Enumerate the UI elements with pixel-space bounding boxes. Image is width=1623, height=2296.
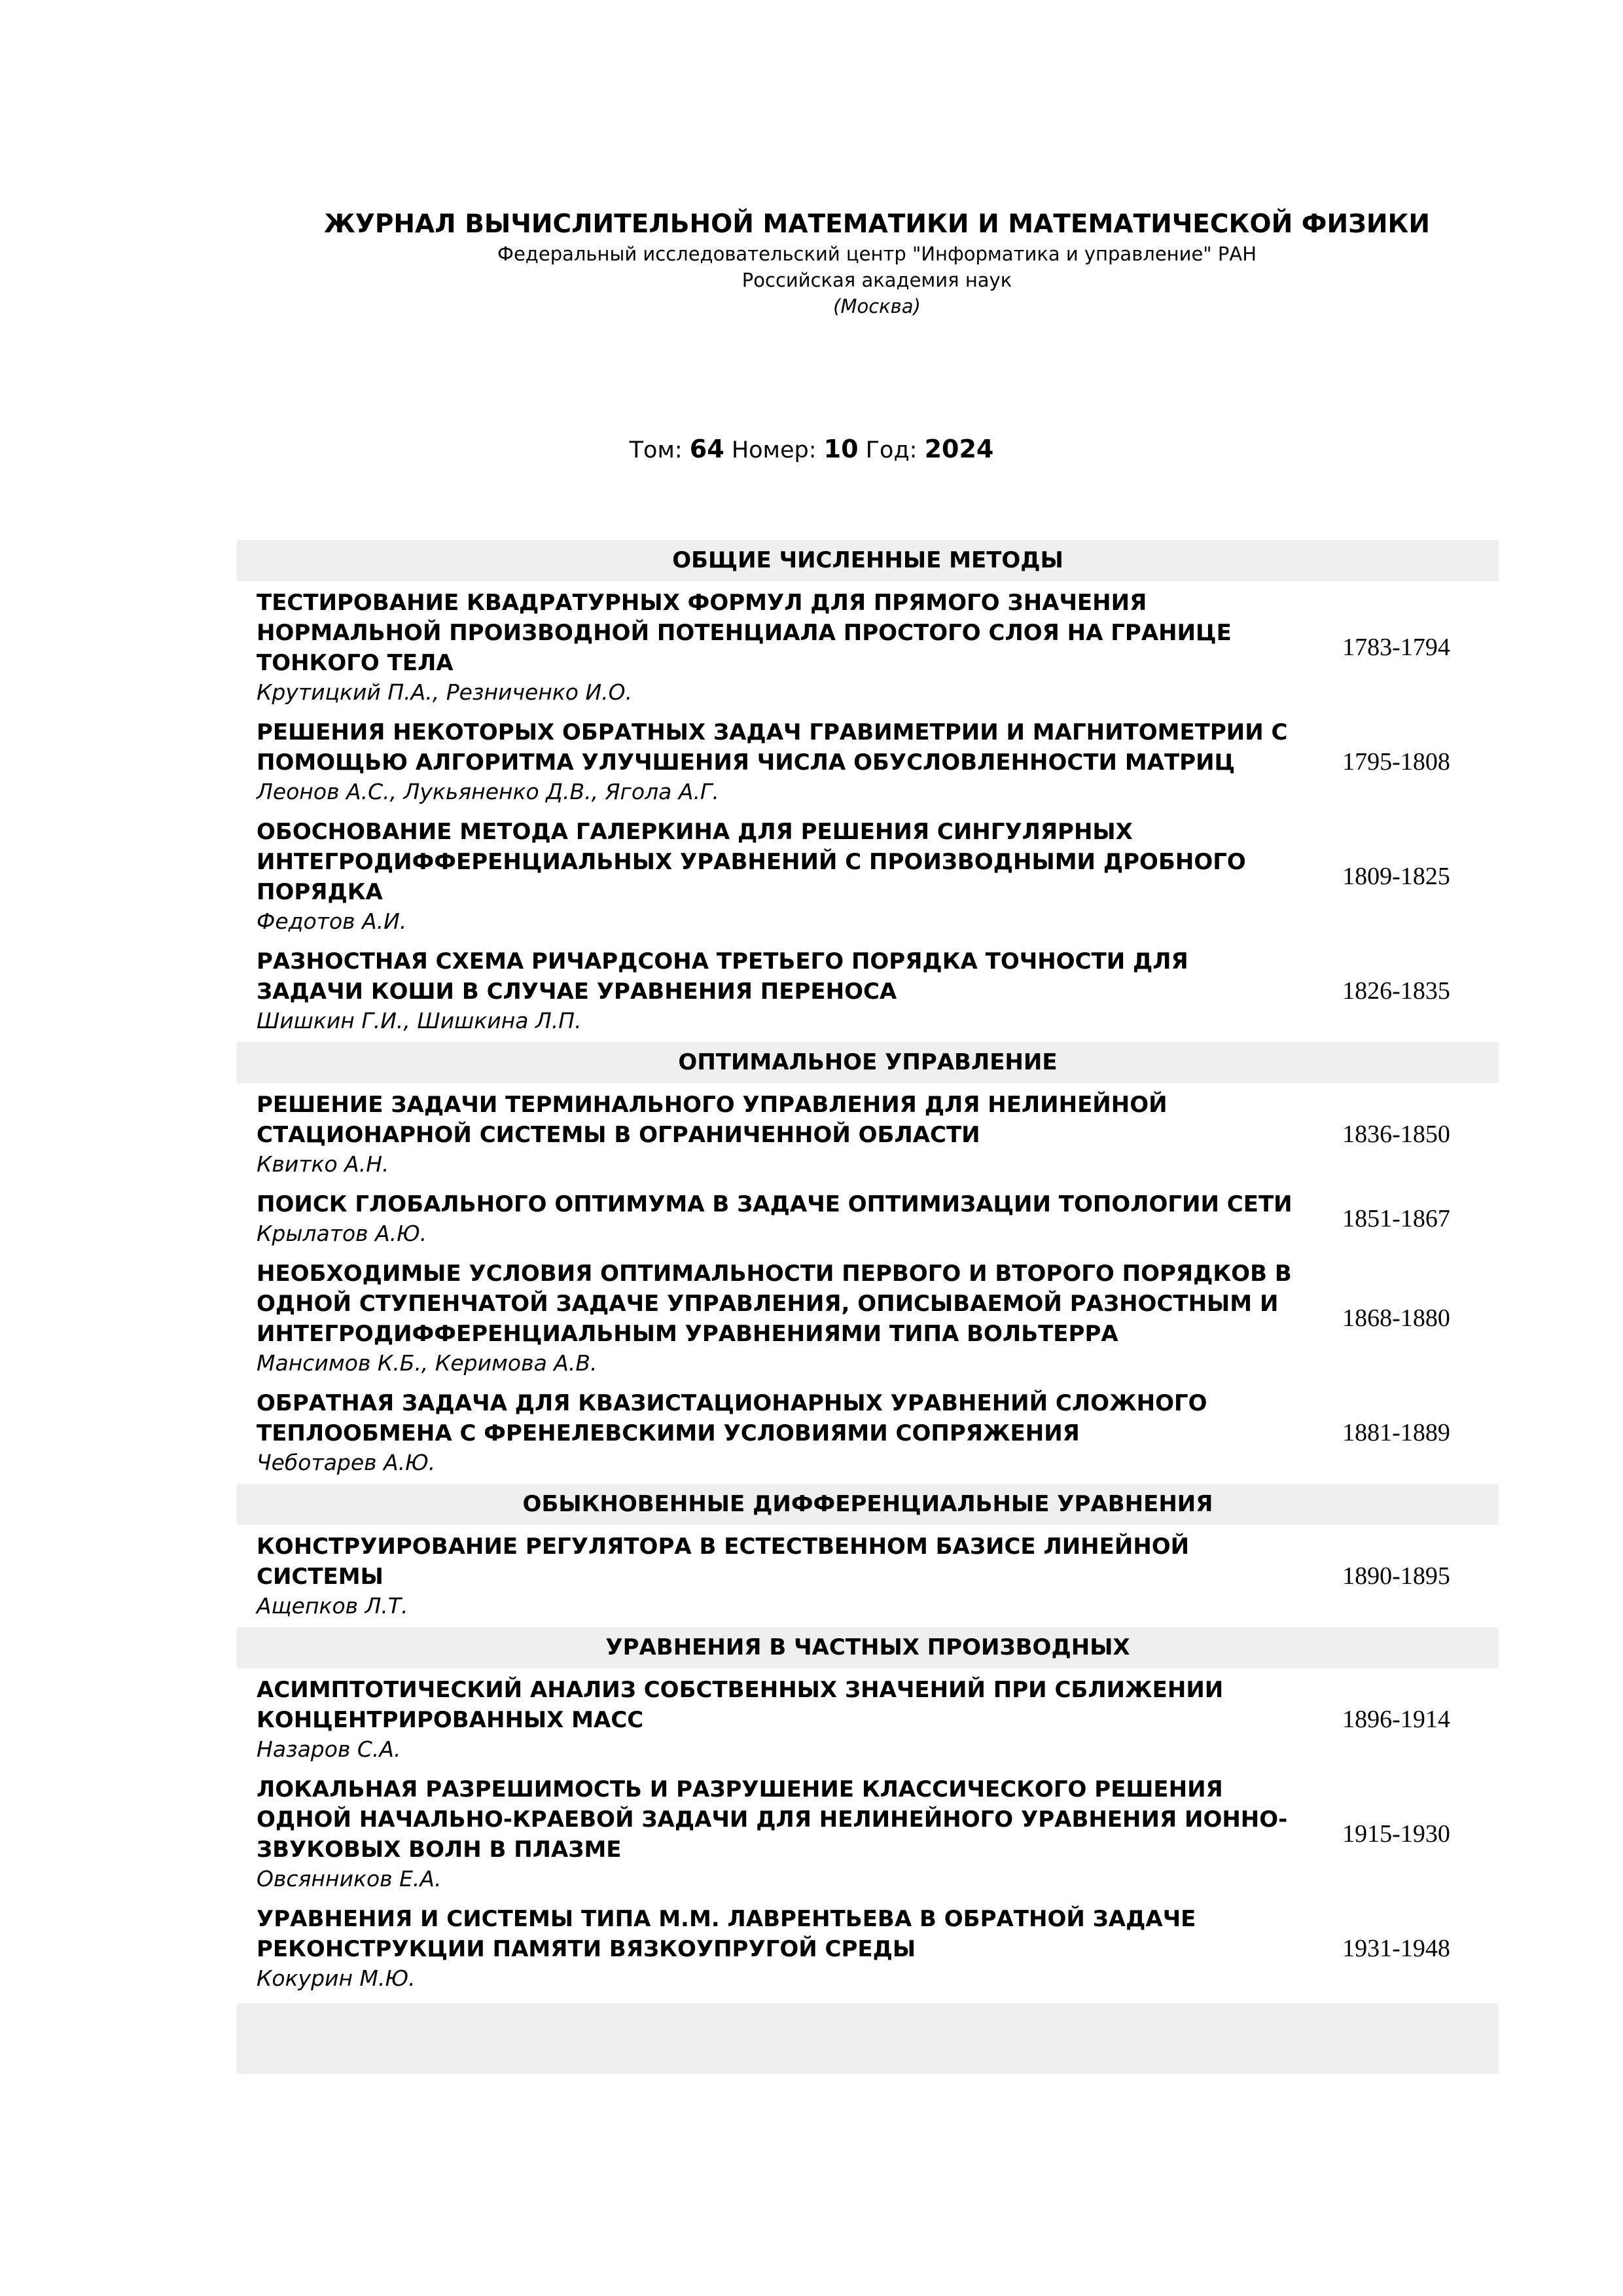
volume-value: 64: [689, 435, 724, 463]
article-entry: [237, 1083, 1499, 1183]
article-authors: Крылатов А.Ю.: [257, 1221, 427, 1246]
article-entry: [237, 940, 1499, 1039]
article-info: [237, 717, 1294, 806]
article-authors: Крутицкий П.А., Резниченко И.О.: [257, 679, 633, 705]
article-pages: 1851-1867: [1342, 1205, 1450, 1232]
article-info: [237, 946, 1294, 1035]
article-entry: [237, 810, 1499, 940]
article-entry: [237, 581, 1499, 711]
article-info: [237, 1904, 1294, 1993]
article-pages: 1795-1808: [1342, 748, 1450, 776]
article-authors: Леонов А.С., Лукьяненко Д.В., Ягола А.Г.: [257, 779, 719, 804]
journal-header: [288, 208, 1466, 319]
article-info: [237, 1388, 1294, 1477]
article-info: [237, 1532, 1294, 1621]
city-name: (Москва): [833, 295, 921, 317]
volume-label: Том:: [629, 437, 683, 463]
article-pages: 1890-1895: [1342, 1562, 1450, 1590]
article-pages: 1809-1825: [1342, 863, 1450, 890]
article-authors: Федотов А.И.: [257, 908, 407, 934]
article-title[interactable]: КОНСТРУИРОВАНИЕ РЕГУЛЯТОРА В ЕСТЕСТВЕННОМ БАЗИСЕ ЛИНЕЙНОЙ СИСТЕМЫ: [257, 1534, 1190, 1590]
article-pages: 1783-1794: [1342, 634, 1450, 661]
number-label: Номер:: [731, 437, 817, 463]
article-pages: 1915-1930: [1342, 1820, 1450, 1848]
table-of-contents: [237, 537, 1499, 2074]
article-title[interactable]: ОБРАТНАЯ ЗАДАЧА ДЛЯ КВАЗИСТАЦИОНАРНЫХ УРАВНЕНИЙ СЛОЖНОГО ТЕПЛООБМЕНА С ФРЕНЕЛЕВСКИМИ УСЛОВИЯМИ СОПРЯЖЕНИЯ: [257, 1390, 1207, 1446]
article-pages: 1826-1835: [1342, 977, 1450, 1005]
article-authors: Квитко А.Н.: [257, 1151, 389, 1177]
article-info: [237, 1189, 1294, 1248]
year-label: Год:: [865, 437, 918, 463]
article-authors: Назаров С.А.: [257, 1736, 401, 1762]
article-entry: [237, 1525, 1499, 1624]
journal-title: ЖУРНАЛ ВЫЧИСЛИТЕЛЬНОЙ МАТЕМАТИКИ И МАТЕМАТИЧЕСКОЙ ФИЗИКИ: [324, 209, 1430, 239]
article-info: [237, 1774, 1294, 1893]
article-authors: Кокурин М.Ю.: [257, 1965, 416, 1991]
article-info: [237, 1675, 1294, 1764]
article-entry: [237, 711, 1499, 810]
section-heading: ОПТИМАЛЬНОЕ УПРАВЛЕНИЕ: [237, 1042, 1499, 1083]
article-pages: 1931-1948: [1342, 1935, 1450, 1962]
article-authors: Ащепков Л.Т.: [257, 1593, 408, 1619]
section-heading: ОБЩИЕ ЧИСЛЕННЫЕ МЕТОДЫ: [237, 540, 1499, 581]
article-info: [237, 588, 1294, 707]
article-info: [237, 1259, 1294, 1378]
article-entry: [237, 1252, 1499, 1382]
article-info: [237, 1090, 1294, 1179]
issue-info: [0, 435, 1623, 463]
toc-footer-band: [237, 2003, 1499, 2074]
article-entry: [237, 1897, 1499, 1997]
section-heading: ОБЫКНОВЕННЫЕ ДИФФЕРЕНЦИАЛЬНЫЕ УРАВНЕНИЯ: [237, 1484, 1499, 1525]
article-entry: [237, 1668, 1499, 1768]
article-info: [237, 817, 1294, 936]
article-title[interactable]: ОБОСНОВАНИЕ МЕТОДА ГАЛЕРКИНА ДЛЯ РЕШЕНИЯ СИНГУЛЯРНЫХ ИНТЕГРОДИФФЕРЕНЦИАЛЬНЫХ УРАВНЕНИЙ С ПРОИЗВОДНЫМИ ДРОБНОГО ПОРЯДКА: [257, 819, 1246, 905]
section-heading: УРАВНЕНИЯ В ЧАСТНЫХ ПРОИЗВОДНЫХ: [237, 1627, 1499, 1668]
number-value: 10: [823, 435, 859, 463]
article-title[interactable]: УРАВНЕНИЯ И СИСТЕМЫ ТИПА М.М. ЛАВРЕНТЬЕВА В ОБРАТНОЙ ЗАДАЧЕ РЕКОНСТРУКЦИИ ПАМЯТИ ВЯЗКОУПРУГОЙ СРЕДЫ: [257, 1906, 1196, 1962]
article-title[interactable]: НЕОБХОДИМЫЕ УСЛОВИЯ ОПТИМАЛЬНОСТИ ПЕРВОГО И ВТОРОГО ПОРЯДКОВ В ОДНОЙ СТУПЕНЧАТОЙ ЗАДАЧЕ УПРАВЛЕНИЯ, ОПИСЫВАЕМОЙ РАЗНОСТНЫМ И ИНТЕГРОДИФФЕРЕНЦИАЛЬНЫМ УРАВНЕНИЯМИ ТИПА ВОЛЬТЕРРА: [257, 1261, 1292, 1347]
article-title[interactable]: РЕШЕНИЕ ЗАДАЧИ ТЕРМИНАЛЬНОГО УПРАВЛЕНИЯ ДЛЯ НЕЛИНЕЙНОЙ СТАЦИОНАРНОЙ СИСТЕМЫ В ОГРАНИЧЕННОЙ ОБЛАСТИ: [257, 1092, 1168, 1148]
article-entry: [237, 1183, 1499, 1252]
article-title[interactable]: ТЕСТИРОВАНИЕ КВАДРАТУРНЫХ ФОРМУЛ ДЛЯ ПРЯМОГО ЗНАЧЕНИЯ НОРМАЛЬНОЙ ПРОИЗВОДНОЙ ПОТЕНЦИАЛА ПРОСТОГО СЛОЯ НА ГРАНИЦЕ ТОНКОГО ТЕЛА: [257, 590, 1232, 676]
year-value: 2024: [924, 435, 994, 463]
article-entry: [237, 1768, 1499, 1897]
article-authors: Шишкин Г.И., Шишкина Л.П.: [257, 1008, 582, 1033]
article-authors: Овсянников Е.А.: [257, 1866, 442, 1892]
article-title[interactable]: ПОИСК ГЛОБАЛЬНОГО ОПТИМУМА В ЗАДАЧЕ ОПТИМИЗАЦИИ ТОПОЛОГИИ СЕТИ: [257, 1191, 1293, 1217]
article-pages: 1868-1880: [1342, 1304, 1450, 1332]
institution-name: Федеральный исследовательский центр "Информатика и управление" РАН: [497, 243, 1257, 265]
academy-name: Российская академия наук: [741, 269, 1012, 291]
article-pages: 1836-1850: [1342, 1121, 1450, 1148]
article-pages: 1896-1914: [1342, 1706, 1450, 1733]
article-title[interactable]: РЕШЕНИЯ НЕКОТОРЫХ ОБРАТНЫХ ЗАДАЧ ГРАВИМЕТРИИ И МАГНИТОМЕТРИИ С ПОМОЩЬЮ АЛГОРИТМА УЛУЧШЕНИЯ ЧИСЛА ОБУСЛОВЛЕННОСТИ МАТРИЦ: [257, 719, 1288, 776]
article-title[interactable]: ЛОКАЛЬНАЯ РАЗРЕШИМОСТЬ И РАЗРУШЕНИЕ КЛАССИЧЕСКОГО РЕШЕНИЯ ОДНОЙ НАЧАЛЬНО-КРАЕВОЙ ЗАДАЧИ ДЛЯ НЕЛИНЕЙНОГО УРАВНЕНИЯ ИОННО-ЗВУКОВЫХ ВОЛН В ПЛАЗМЕ: [257, 1776, 1288, 1863]
article-pages: 1881-1889: [1342, 1419, 1450, 1446]
article-authors: Чеботарев А.Ю.: [257, 1450, 436, 1475]
article-entry: [237, 1382, 1499, 1481]
article-authors: Мансимов К.Б., Керимова А.В.: [257, 1350, 597, 1376]
article-title[interactable]: РАЗНОСТНАЯ СХЕМА РИЧАРДСОНА ТРЕТЬЕГО ПОРЯДКА ТОЧНОСТИ ДЛЯ ЗАДАЧИ КОШИ В СЛУЧАЕ УРАВНЕНИЯ ПЕРЕНОСА: [257, 948, 1188, 1005]
article-title[interactable]: АСИМПТОТИЧЕСКИЙ АНАЛИЗ СОБСТВЕННЫХ ЗНАЧЕНИЙ ПРИ СБЛИЖЕНИИ КОНЦЕНТРИРОВАННЫХ МАСС: [257, 1677, 1224, 1733]
